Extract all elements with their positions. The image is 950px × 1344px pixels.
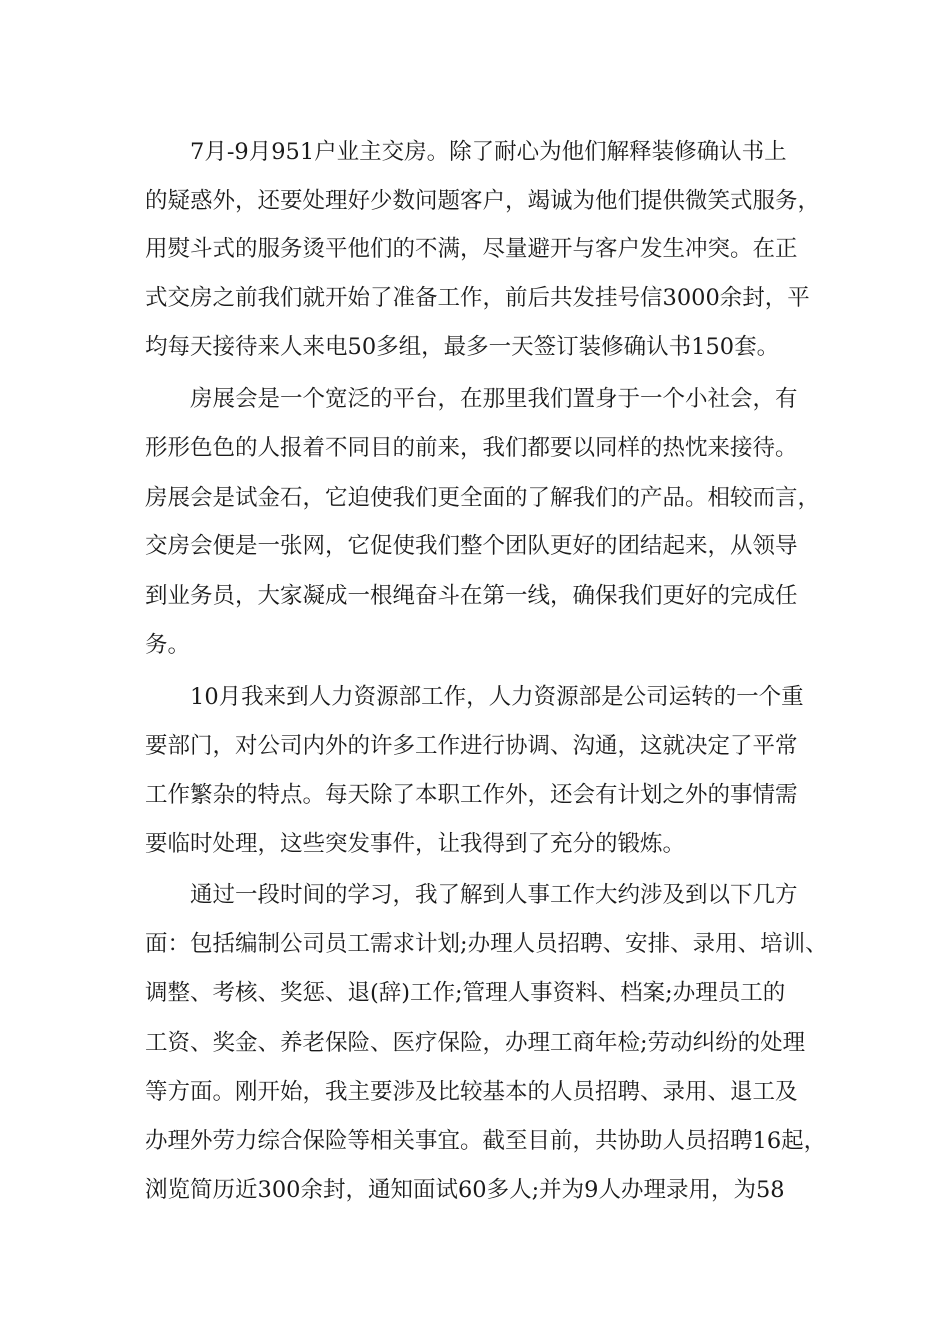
paragraph-3-line-4: 要临时处理，这些突发事件，让我得到了充分的锻炼。 bbox=[145, 831, 686, 857]
paragraph-2-line-3: 房展会是试金石，它迫使我们更全面的了解我们的产品。相较而言， bbox=[145, 485, 821, 511]
paragraph-3-line-2: 要部门，对公司内外的许多工作进行协调、沟通，这就决定了平常 bbox=[145, 733, 798, 759]
paragraph-4-line-6: 办理外劳力综合保险等相关事宜。截至目前，共协助人员招聘16起， bbox=[145, 1128, 827, 1154]
paragraph-4-line-4: 工资、奖金、养老保险、医疗保险，办理工商年检;劳动纠纷的处理 bbox=[145, 1030, 806, 1056]
paragraph-2-line-1: 房展会是一个宽泛的平台，在那里我们置身于一个小社会，有 bbox=[190, 386, 798, 412]
paragraph-1-line-2: 的疑惑外，还要处理好少数问题客户，竭诚为他们提供微笑式服务， bbox=[145, 188, 821, 214]
paragraph-2-line-4: 交房会便是一张网，它促使我们整个团队更好的团结起来，从领导 bbox=[145, 533, 798, 559]
paragraph-3-line-1: 10月我来到人力资源部工作，人力资源部是公司运转的一个重 bbox=[190, 684, 804, 710]
paragraph-1-line-4: 式交房之前我们就开始了准备工作，前后共发挂号信3000余封，平 bbox=[145, 285, 810, 311]
paragraph-4-line-3: 调整、考核、奖惩、退(辞)工作;管理人事资料、档案;办理员工的 bbox=[145, 980, 786, 1006]
paragraph-1-line-5: 均每天接待来人来电50多组，最多一天签订装修确认书150套。 bbox=[145, 334, 780, 360]
paragraph-2-line-6: 务。 bbox=[145, 632, 191, 658]
paragraph-1-line-3: 用熨斗式的服务烫平他们的不满，尽量避开与客户发生冲突。在正 bbox=[145, 236, 798, 262]
paragraph-2-line-5: 到业务员，大家凝成一根绳奋斗在第一线，确保我们更好的完成任 bbox=[145, 583, 798, 609]
paragraph-2-line-2: 形形色色的人报着不同目的前来，我们都要以同样的热忱来接待。 bbox=[145, 435, 798, 461]
paragraph-4-line-5: 等方面。刚开始，我主要涉及比较基本的人员招聘、录用、退工及 bbox=[145, 1079, 798, 1105]
paragraph-4-line-1: 通过一段时间的学习，我了解到人事工作大约涉及到以下几方 bbox=[190, 882, 798, 908]
paragraph-4-line-2: 面：包括编制公司员工需求计划;办理人员招聘、安排、录用、培训、 bbox=[145, 931, 828, 957]
paragraph-3-line-3: 工作繁杂的特点。每天除了本职工作外，还会有计划之外的事情需 bbox=[145, 782, 798, 808]
paragraph-1-line-1: 7月-9月951户业主交房。除了耐心为他们解释装修确认书上 bbox=[190, 139, 787, 165]
paragraph-4-line-7: 浏览简历近300余封，通知面试60多人;并为9人办理录用，为58 bbox=[145, 1177, 785, 1203]
